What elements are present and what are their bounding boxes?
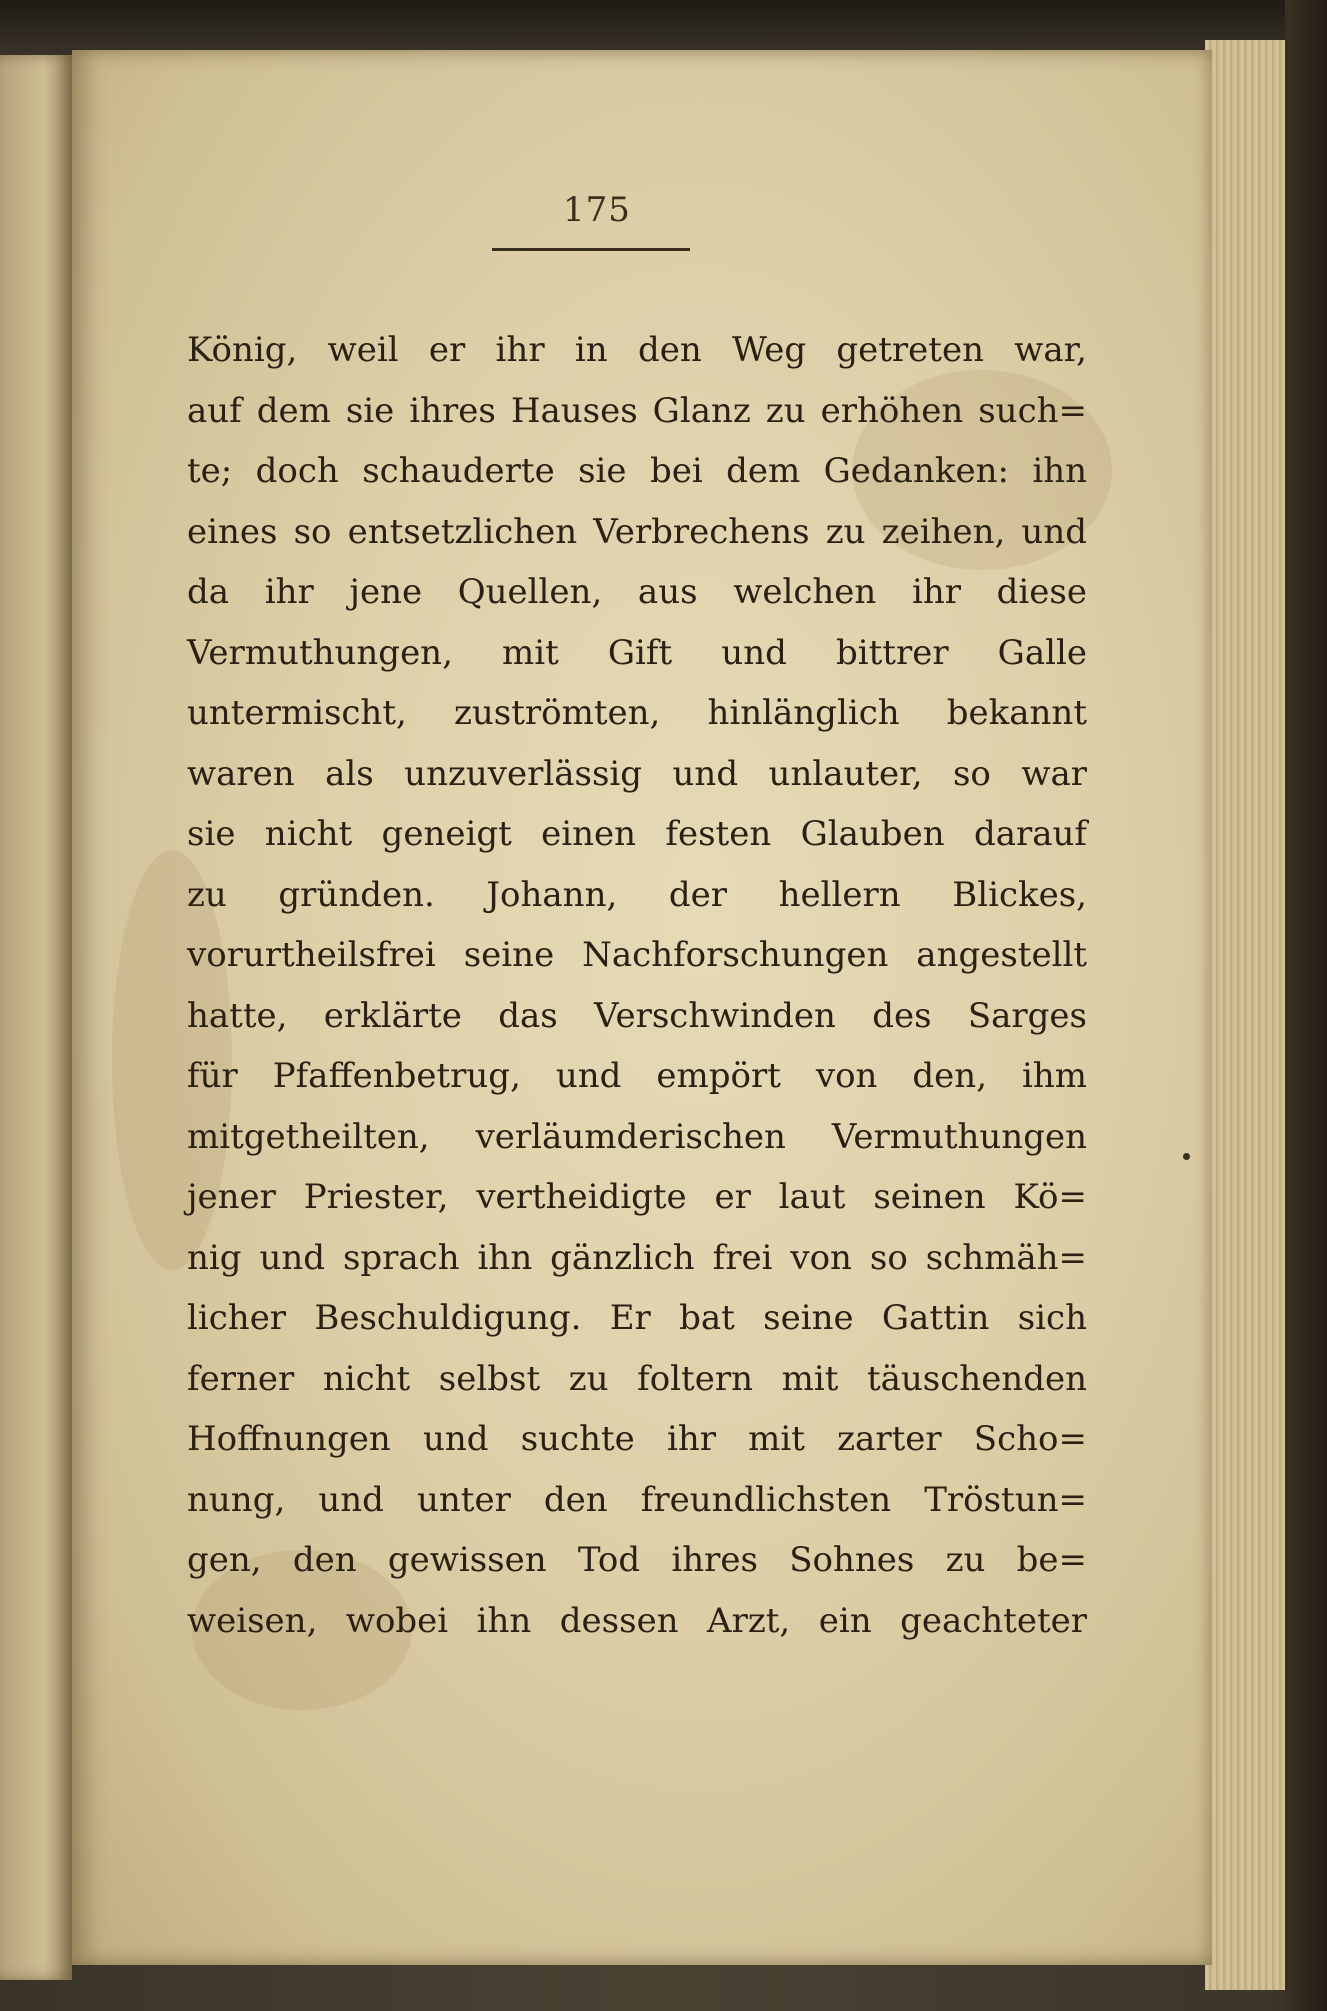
body-text (187, 320, 1087, 1651)
page-number: 175 (563, 190, 631, 230)
text-line: eines so entsetzlichen Verbrechens zu zeihen, und (187, 511, 1087, 552)
ink-speck (1183, 1153, 1190, 1160)
text-line: gen, den gewissen Tod ihres Sohnes zu be= (187, 1540, 1087, 1580)
book-page (72, 50, 1212, 1965)
text-line: mitgetheilten, verläumderischen Vermuthungen (187, 1116, 1087, 1157)
text-line: waren als unzuverlässig und unlauter, so war (187, 753, 1087, 794)
text-line: untermischt, zuströmten, hinlänglich bekannt (187, 693, 1087, 733)
text-line: für Pfaffenbetrug, und empört von den, ihm (187, 1056, 1087, 1096)
text-line: jener Priester, vertheidigte er laut seinen Kö= (187, 1177, 1087, 1217)
header-rule (492, 248, 690, 251)
text-line: auf dem sie ihres Hauses Glanz zu erhöhen such= (187, 390, 1087, 431)
text-line: te; doch schauderte sie bei dem Gedanken: ihn (187, 451, 1087, 491)
text-line: da ihr jene Quellen, aus welchen ihr diese (187, 572, 1087, 612)
text-line: hatte, erklärte das Verschwinden des Sarges (187, 995, 1087, 1036)
text-line: König, weil er ihr in den Weg getreten war, (187, 330, 1087, 370)
text-line: vorurtheilsfrei seine Nachforschungen angestellt (187, 935, 1087, 975)
page-stack-edge (1205, 40, 1291, 1990)
text-line: zu gründen. Johann, der hellern Blickes, (187, 874, 1087, 915)
facing-page-edge (0, 55, 72, 1980)
book-binding (1285, 0, 1327, 2011)
text-line: weisen, wobei ihn dessen Arzt, ein geachteter (187, 1600, 1087, 1641)
text-line: ferner nicht selbst zu foltern mit täuschenden (187, 1358, 1087, 1399)
text-line: nung, und unter den freundlichsten Tröstun= (187, 1479, 1087, 1520)
text-line: Hoffnungen und suchte ihr mit zarter Scho= (187, 1419, 1087, 1459)
text-line: sie nicht geneigt einen festen Glauben darauf (187, 814, 1087, 854)
text-line: nig und sprach ihn gänzlich frei von so schmäh= (187, 1237, 1087, 1278)
text-line: licher Beschuldigung. Er bat seine Gattin sich (187, 1298, 1087, 1338)
text-line: Vermuthungen, mit Gift und bittrer Galle (187, 632, 1087, 673)
